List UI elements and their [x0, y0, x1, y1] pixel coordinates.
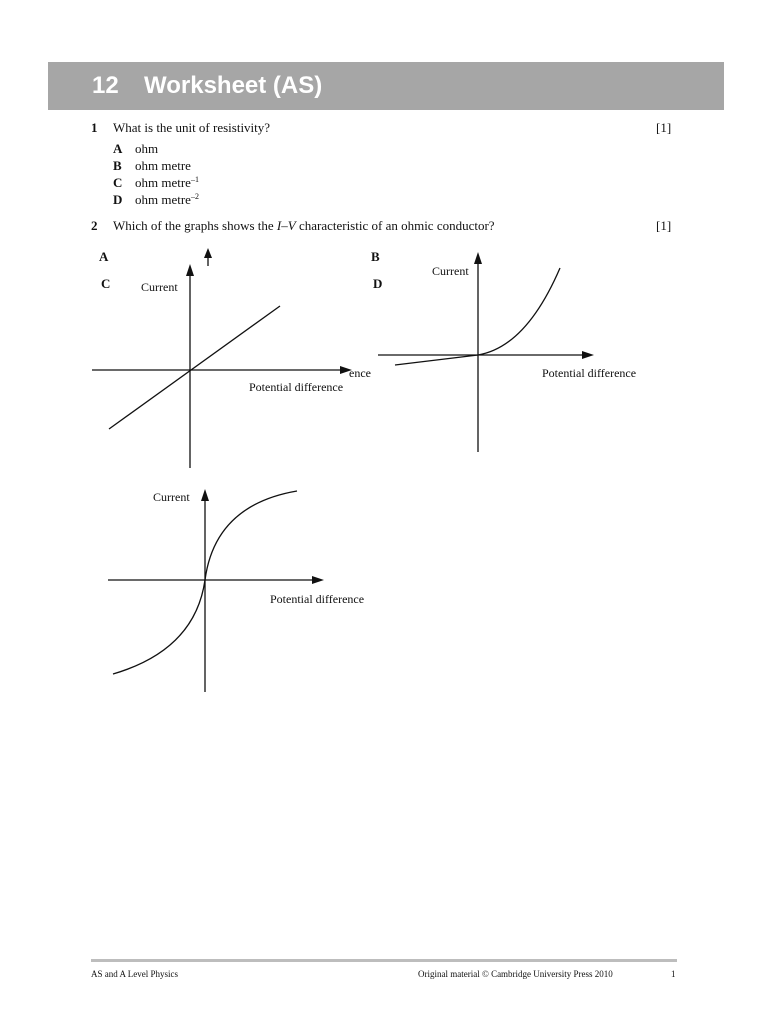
graph-diode-curve — [378, 240, 668, 455]
y-axis-arrowhead — [186, 264, 194, 276]
option-text: ohm metre — [135, 175, 191, 190]
option-exponent: –1 — [190, 175, 199, 184]
option-text: ohm — [135, 141, 159, 156]
y-axis-label: Current — [432, 264, 469, 278]
question-2-marks: [1] — [656, 218, 672, 233]
stray-arrowhead — [204, 248, 212, 258]
option-text: ohm metre — [135, 158, 191, 173]
q2-text-part: characteristic of an ohmic conductor? — [295, 218, 495, 233]
graph-label-c: C — [101, 276, 111, 291]
q2-text-part: Which of the graphs shows the — [113, 218, 277, 233]
worksheet-header — [48, 62, 724, 110]
question-1-text: What is the unit of resistivity? — [113, 120, 271, 135]
option-text: ohm metre — [135, 192, 191, 207]
footer-copyright: Original material © Cambridge University Press 2010 — [418, 969, 613, 979]
x-axis-label: Potential difference — [542, 366, 637, 380]
graph-label-d: D — [373, 276, 383, 291]
truncated-axis-label: ence — [349, 366, 371, 380]
y-axis-label: Current — [141, 280, 178, 294]
option-letter: A — [113, 141, 123, 156]
q2-iv-symbol: I–V — [276, 218, 296, 233]
q1-option-a — [113, 141, 158, 157]
graph-lamp-curve — [100, 480, 380, 695]
y-axis-arrowhead — [201, 489, 209, 501]
x-axis-arrowhead — [582, 351, 594, 359]
linear-characteristic — [109, 306, 280, 429]
question-1-marks: [1] — [656, 120, 672, 135]
graph-label-a: A — [99, 249, 109, 264]
x-axis-arrowhead — [312, 576, 324, 584]
worksheet-title: Worksheet (AS) — [144, 72, 323, 99]
footer-divider — [91, 959, 677, 962]
y-axis-arrowhead — [474, 252, 482, 264]
question-1-number: 1 — [91, 120, 98, 135]
option-letter: B — [113, 158, 122, 173]
option-exponent: –2 — [190, 192, 199, 201]
question-2-text — [113, 218, 495, 234]
x-axis-label: Potential difference — [270, 592, 365, 606]
graph-label-b: B — [371, 249, 380, 264]
graph-straight-line — [90, 240, 383, 475]
chapter-number: 12 — [92, 72, 119, 99]
page-number: 1 — [671, 969, 676, 979]
x-axis-label: Potential difference — [249, 380, 344, 394]
q1-option-c — [113, 175, 199, 191]
question-2-number: 2 — [91, 218, 98, 233]
q1-option-d — [113, 192, 199, 208]
option-letter: D — [113, 192, 123, 207]
y-axis-label: Current — [153, 490, 190, 504]
q1-option-b — [113, 158, 191, 174]
footer-course: AS and A Level Physics — [91, 969, 178, 979]
option-letter: C — [113, 175, 123, 190]
